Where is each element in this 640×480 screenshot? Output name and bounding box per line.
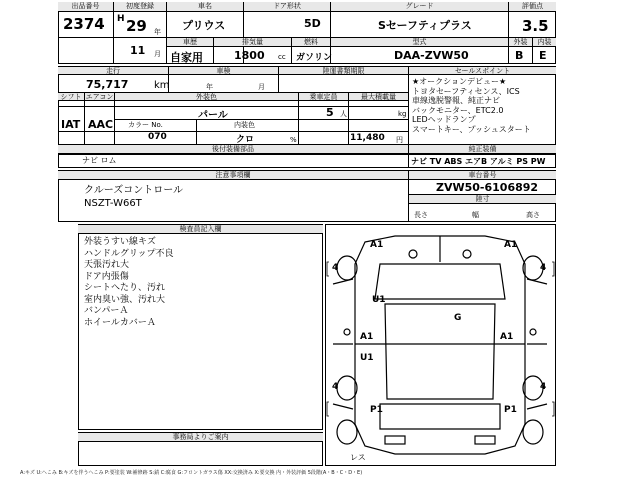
mark-spare: レス: [350, 453, 366, 462]
mark-rear-bumper-r: P1: [504, 405, 517, 415]
score-label: 評価点: [509, 2, 556, 12]
load-unit: kg: [398, 110, 407, 118]
mark-tire-rr: 4: [540, 382, 547, 392]
capacity-label: 乗車定員: [299, 93, 348, 101]
door-shape: 5D: [304, 17, 321, 30]
inspection-label: 車検: [169, 67, 278, 75]
notes-label: 注意事項欄: [58, 171, 408, 180]
reg-era: H: [117, 14, 125, 24]
dim-width: 幅: [472, 211, 479, 219]
office-label: 事務局よりご案内: [78, 433, 323, 442]
sales-point-label: セールスポイント: [409, 67, 556, 75]
mileage-unit: km: [154, 80, 170, 91]
dim-height: 高さ: [526, 211, 540, 219]
auction-sheet: [58, 0, 556, 480]
reg-year: 29: [126, 17, 147, 35]
inspector-label: 検査員記入欄: [78, 225, 323, 234]
mark-door-fl: U1: [372, 295, 386, 305]
aftermarket-label: 後付装備部品: [58, 145, 408, 154]
price-unit: 円: [396, 136, 403, 144]
legend: A:キズ U:へこみ B:キズを伴うへこみ P:要塗装 W:補修跡 S:錆 C:腐食 G:フロントガラス傷 XX:交換済み X:要交換 内・外装評価 5段階(A・B・C・D・E): [20, 470, 363, 476]
mark-door-rl: A1: [360, 332, 374, 342]
doc-deadline-label: 陸運書類期限: [279, 67, 408, 75]
year-unit: 年: [154, 28, 161, 36]
mark-door-rr: A1: [500, 332, 514, 342]
chassis-number: ZVW50-6106892: [436, 181, 539, 194]
mark-tire-fl: 4: [332, 263, 339, 273]
sales-points: ★オークションデビュー★ トヨタセーフティセンス、ICS 車線逸脱警報、純正ナビ バックモニター、ETC2.0 LEDヘッドランプ スマートキー、プッシュスタート: [412, 77, 531, 134]
aircon-label: エアコン: [85, 93, 114, 101]
mark-front-left: A1: [370, 240, 384, 250]
reg-month: 11: [130, 44, 146, 57]
insp-month: 月: [258, 83, 265, 91]
mark-tire-rl: 4: [332, 382, 339, 392]
mileage-label: 走行: [58, 67, 168, 75]
mark-rear-bumper-l: P1: [370, 405, 383, 415]
use: 自家用: [170, 51, 203, 64]
mark-tire-fr: 4: [540, 263, 547, 273]
score: 3.5: [522, 17, 549, 35]
int-color-label: 内装色: [234, 121, 255, 129]
mark-windshield: G: [454, 313, 462, 323]
notes: クルーズコントロール NSZT-W66T: [84, 185, 183, 209]
color-no-label: カラー No.: [128, 121, 163, 129]
options: ナビ TV ABS エアB アルミ PS PW: [411, 157, 546, 166]
month-unit: 月: [154, 50, 161, 58]
insp-year: 年: [206, 83, 213, 91]
body-color: パール: [198, 110, 228, 121]
displacement: 1800: [234, 49, 265, 62]
reg-label: 初度登録: [114, 2, 166, 12]
aftermarket: ナビ ロム: [82, 156, 117, 165]
fuel-label: 燃料: [292, 38, 330, 47]
use-label: 車歴: [167, 38, 213, 47]
aircon: AAC: [88, 118, 114, 131]
inspector-notes: 外装うすい線キズ ハンドルグリップ不良 天張汚れ大 ドア内張傷 シートへたり、汚れ 室内臭い強、汚れ大 バンパーＡ ホイールカバーＡ: [84, 237, 174, 328]
ext-label: 外装: [509, 38, 532, 47]
color-no: 070: [148, 132, 167, 142]
door-label: ドア形状: [244, 2, 330, 12]
car-diagram: [325, 224, 556, 466]
dim-length: 長さ: [414, 211, 428, 219]
pct-unit: %: [290, 136, 297, 144]
cc-label: 排気量: [214, 38, 291, 47]
lot-label: 出品番号: [58, 2, 113, 12]
capacity: 5: [326, 106, 334, 119]
capacity-unit: 人: [340, 110, 347, 118]
fuel: ガソリン: [296, 53, 333, 63]
mark-front-right: A1: [504, 240, 518, 250]
shift-label: シフト: [58, 93, 84, 101]
int-label: 内装: [533, 38, 556, 47]
grade-label: グレード: [331, 2, 508, 12]
int-grade: E: [539, 49, 547, 62]
car-name: プリウス: [182, 19, 226, 32]
grade: Sセーフティプラス: [378, 19, 472, 32]
price: 11,480: [350, 133, 385, 143]
mark-rear-left: U1: [360, 353, 374, 363]
shift: IAT: [61, 118, 81, 131]
mileage: 75,717: [86, 78, 129, 91]
model-code: DAA-ZVW50: [394, 49, 469, 62]
cc-unit: cc: [278, 53, 286, 61]
int-color: クロ: [236, 135, 255, 145]
model-label: 型式: [331, 38, 508, 47]
lot-number: 2374: [63, 15, 105, 33]
dims-label: 陸寸: [409, 195, 556, 204]
name-label: 車名: [167, 2, 243, 12]
chassis-label: 車台番号: [409, 171, 556, 180]
ext-grade: B: [515, 49, 524, 62]
color-label: 外装色: [115, 93, 298, 101]
options-label: 純正装備: [409, 145, 556, 154]
load-label: 最大積載量: [349, 93, 408, 101]
